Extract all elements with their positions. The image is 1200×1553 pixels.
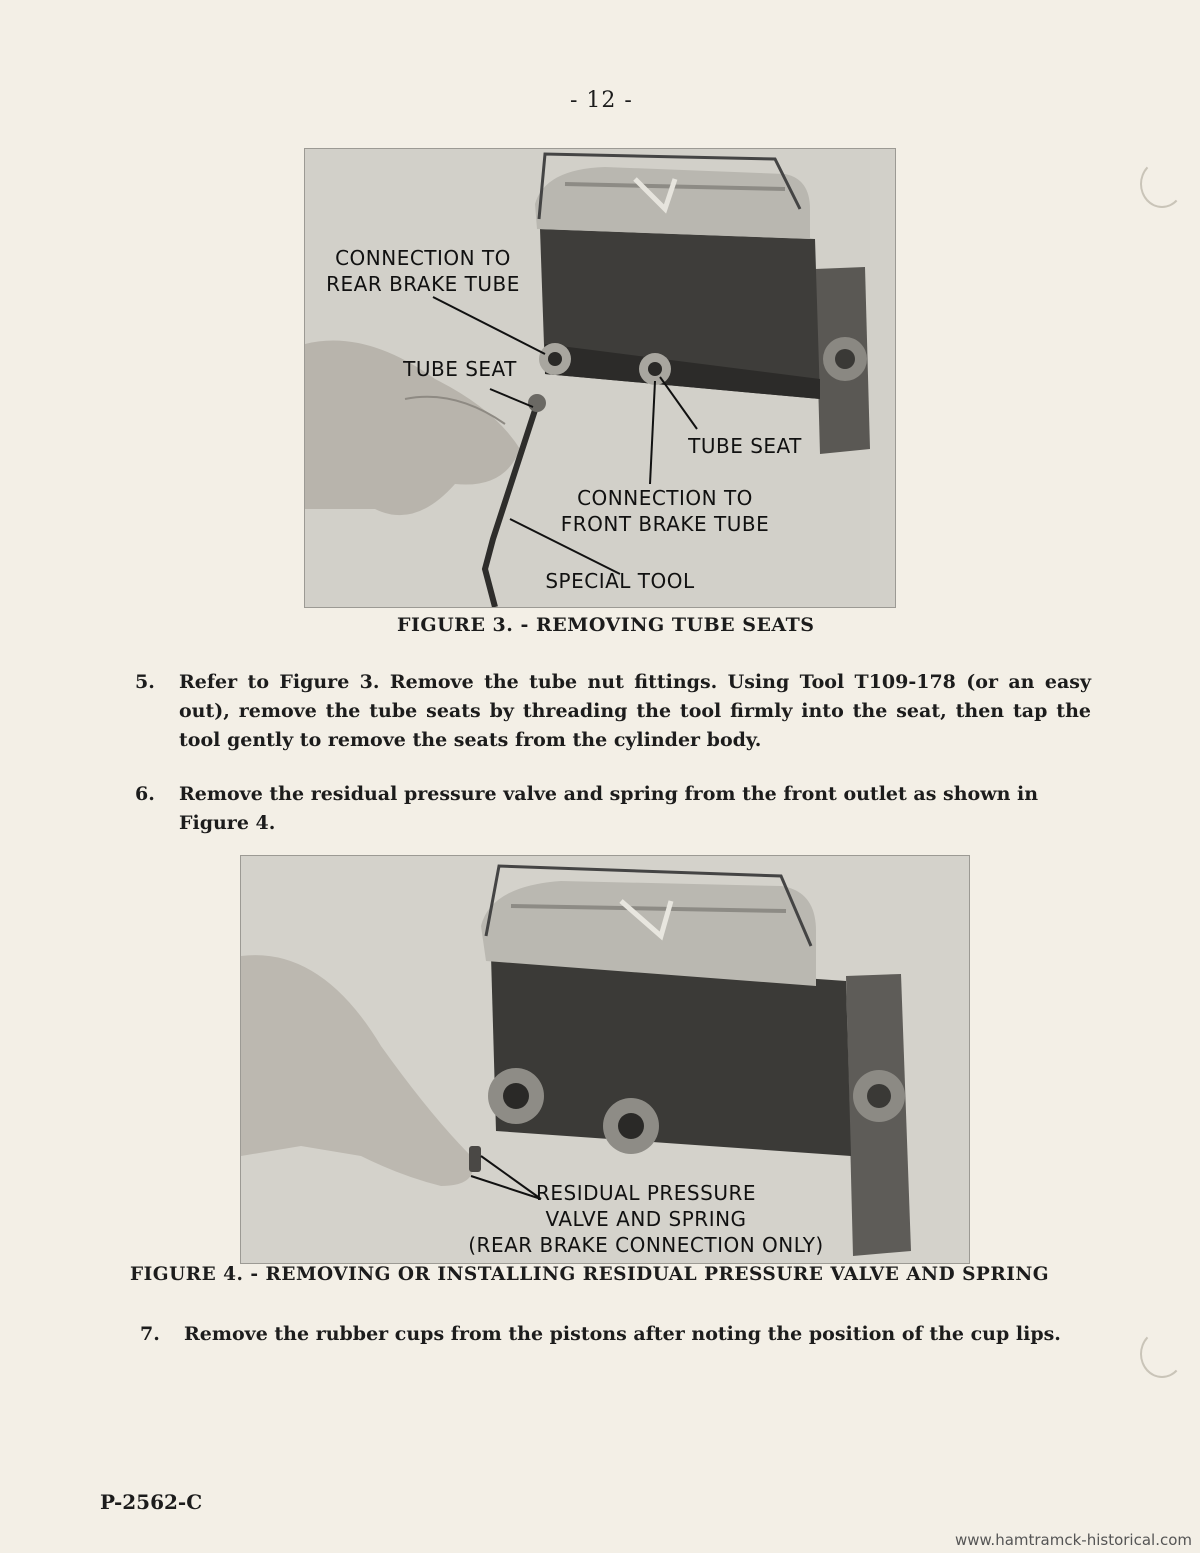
callout-residual-valve: RESIDUAL PRESSURE VALVE AND SPRING (REAR BRAKE CONNECTION ONLY)	[468, 1181, 824, 1257]
step-7-number: 7.	[140, 1323, 160, 1345]
callout-tube-seat-left: TUBE SEAT	[403, 357, 517, 381]
binder-hole-top	[1140, 160, 1184, 208]
page-number: - 12 -	[570, 88, 633, 113]
figure-4-caption: FIGURE 4. - REMOVING OR INSTALLING RESIDUAL PRESSURE VALVE AND SPRING	[130, 1264, 1050, 1285]
step-5	[135, 668, 1095, 758]
binder-hole-bottom	[1140, 1330, 1184, 1378]
step-6-text: Remove the residual pressure valve and spring from the front outlet as shown in Figure 4.	[179, 783, 1039, 834]
step-7	[140, 1320, 1100, 1352]
callout-tube-seat-right: TUBE SEAT	[688, 434, 802, 458]
step-7-text: Remove the rubber cups from the pistons after noting the position of the cup lips.	[184, 1323, 1061, 1345]
step-5-text: Refer to Figure 3. Remove the tube nut fittings. Using Tool T109-178 (or an easy out), remove the tube seats by threading the tool firmly into the seat, then tap the tool gently to remove the seats from the cylinder body.	[179, 671, 1091, 751]
figure-3-illustration	[305, 149, 895, 607]
figure-3-photo	[304, 148, 896, 608]
step-6	[135, 780, 1095, 840]
figure-3-caption: FIGURE 3. - REMOVING TUBE SEATS	[397, 614, 815, 636]
step-6-number: 6.	[135, 783, 155, 805]
step-5-number: 5.	[135, 671, 155, 693]
callout-front-connection: CONNECTION TO FRONT BRAKE TUBE	[560, 486, 770, 536]
figure-4-photo	[240, 855, 970, 1264]
watermark: www.hamtramck-historical.com	[955, 1531, 1192, 1549]
callout-rear-connection: CONNECTION TO REAR BRAKE TUBE	[326, 246, 520, 296]
callout-special-tool: SPECIAL TOOL	[545, 569, 695, 593]
document-id: P-2562-C	[100, 1490, 203, 1514]
